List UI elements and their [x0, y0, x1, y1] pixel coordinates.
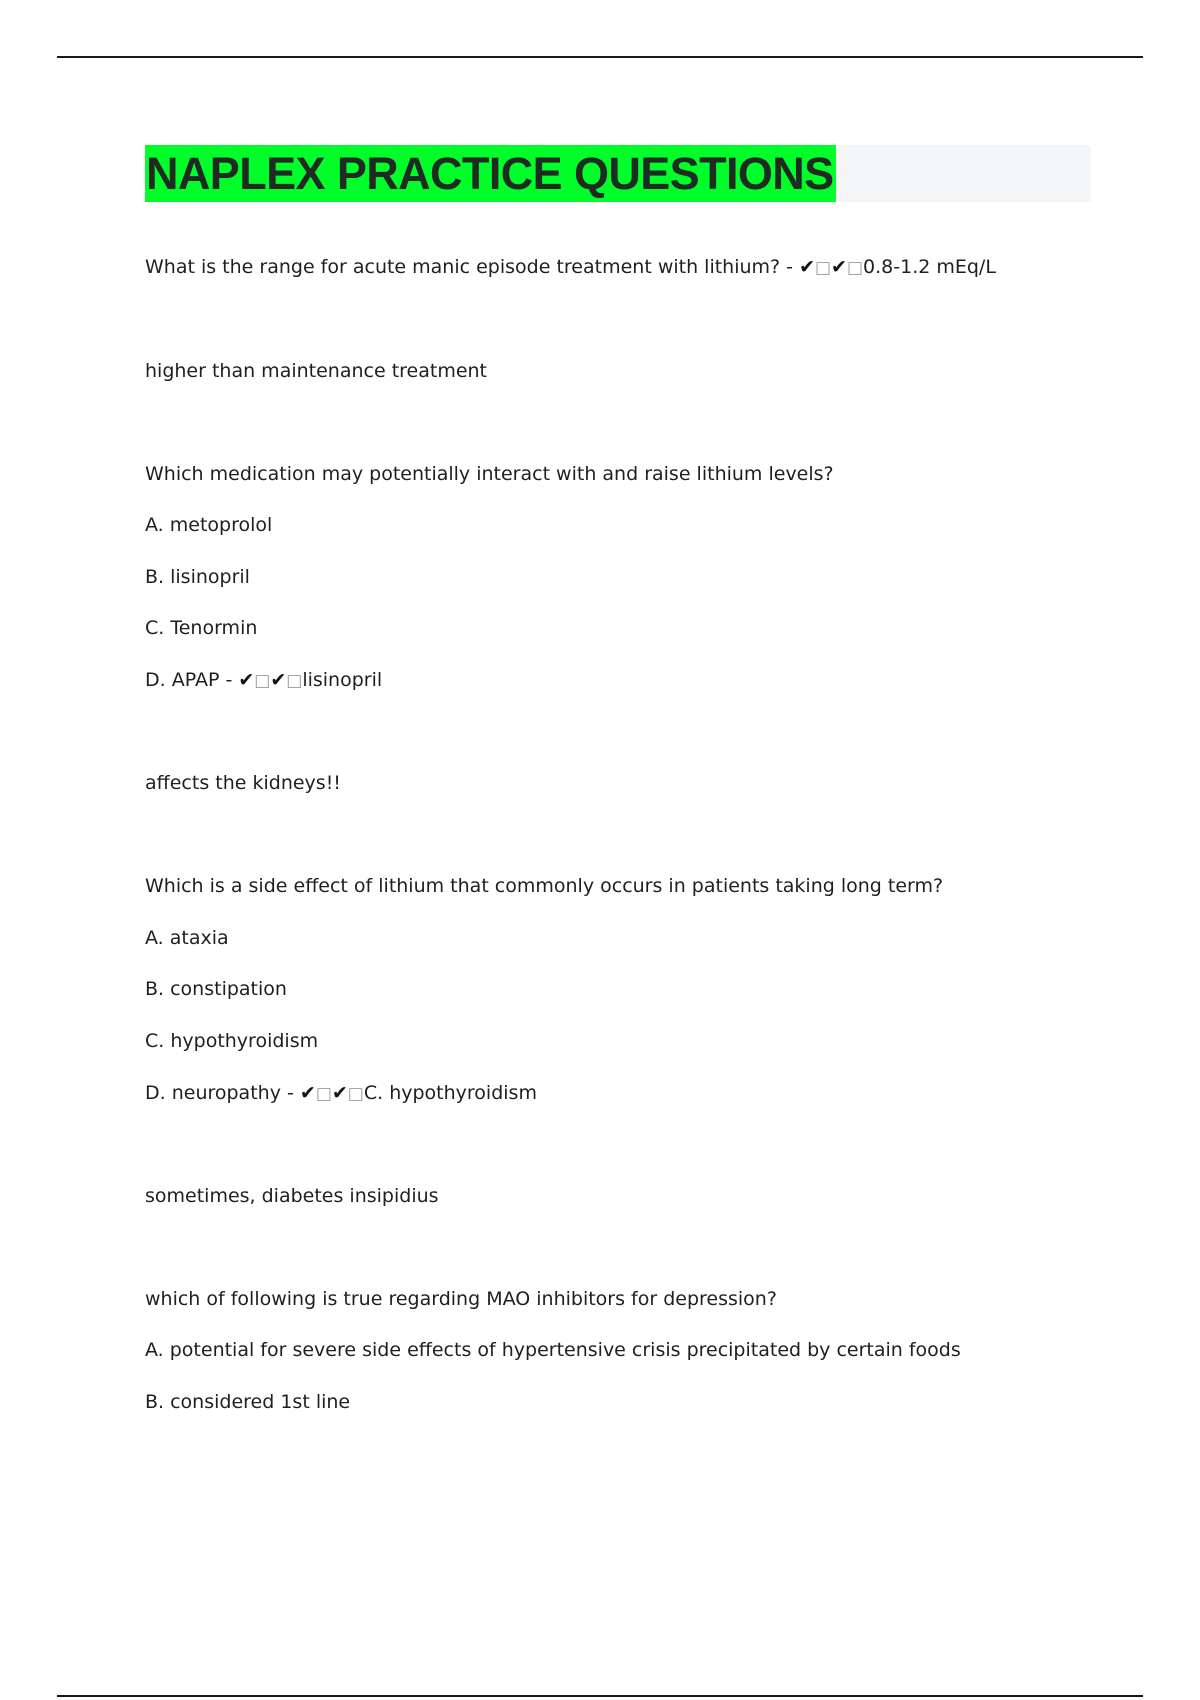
- option-line: A. metoprolol: [145, 514, 273, 536]
- option-line: A. ataxia: [145, 927, 229, 949]
- option-line: [145, 1081, 537, 1106]
- question-line: [145, 255, 996, 280]
- option-line: B. constipation: [145, 978, 287, 1000]
- checkmark-icon: ✔: [831, 256, 847, 278]
- top-rule: [57, 56, 1143, 58]
- option-line: [145, 668, 382, 693]
- answer-text: C. hypothyroidism: [363, 1082, 537, 1104]
- explanation-line: higher than maintenance treatment: [145, 360, 488, 382]
- option-line: A. potential for severe side effects of hypertensive crisis precipitated by certain foods: [145, 1339, 961, 1361]
- option-text: D. APAP -: [145, 669, 239, 691]
- question-line: Which is a side effect of lithium that commonly occurs in patients taking long term?: [145, 875, 944, 897]
- page-title: NAPLEX PRACTICE QUESTIONS: [145, 145, 836, 202]
- checkmark-icon: ✔: [299, 1082, 316, 1104]
- answer-text: lisinopril: [302, 669, 383, 691]
- option-line: B. considered 1st line: [145, 1391, 351, 1413]
- question-text: What is the range for acute manic episode treatment with lithium? -: [145, 256, 800, 278]
- option-line: B. lisinopril: [145, 566, 250, 588]
- checkmark-icon: ✔: [238, 669, 255, 691]
- answer-text: 0.8-1.2 mEq/L: [863, 256, 996, 278]
- option-line: C. Tenormin: [145, 617, 258, 639]
- box-icon: □: [846, 258, 864, 278]
- checkmark-icon: ✔: [331, 1082, 348, 1104]
- explanation-line: sometimes, diabetes insipidius: [145, 1185, 439, 1207]
- box-icon: □: [286, 671, 303, 691]
- checkmark-icon: ✔: [270, 669, 287, 691]
- box-icon: □: [347, 1084, 364, 1104]
- question-line: Which medication may potentially interact with and raise lithium levels?: [145, 463, 834, 485]
- box-icon: □: [315, 1084, 332, 1104]
- box-icon: □: [254, 671, 271, 691]
- explanation-line: affects the kidneys!!: [145, 772, 341, 794]
- checkmark-icon: ✔: [799, 256, 815, 278]
- box-icon: □: [814, 258, 832, 278]
- question-line: which of following is true regarding MAO inhibitors for depression?: [145, 1288, 777, 1310]
- option-text: D. neuropathy -: [145, 1082, 300, 1104]
- bottom-rule: [57, 1695, 1143, 1697]
- option-line: C. hypothyroidism: [145, 1030, 319, 1052]
